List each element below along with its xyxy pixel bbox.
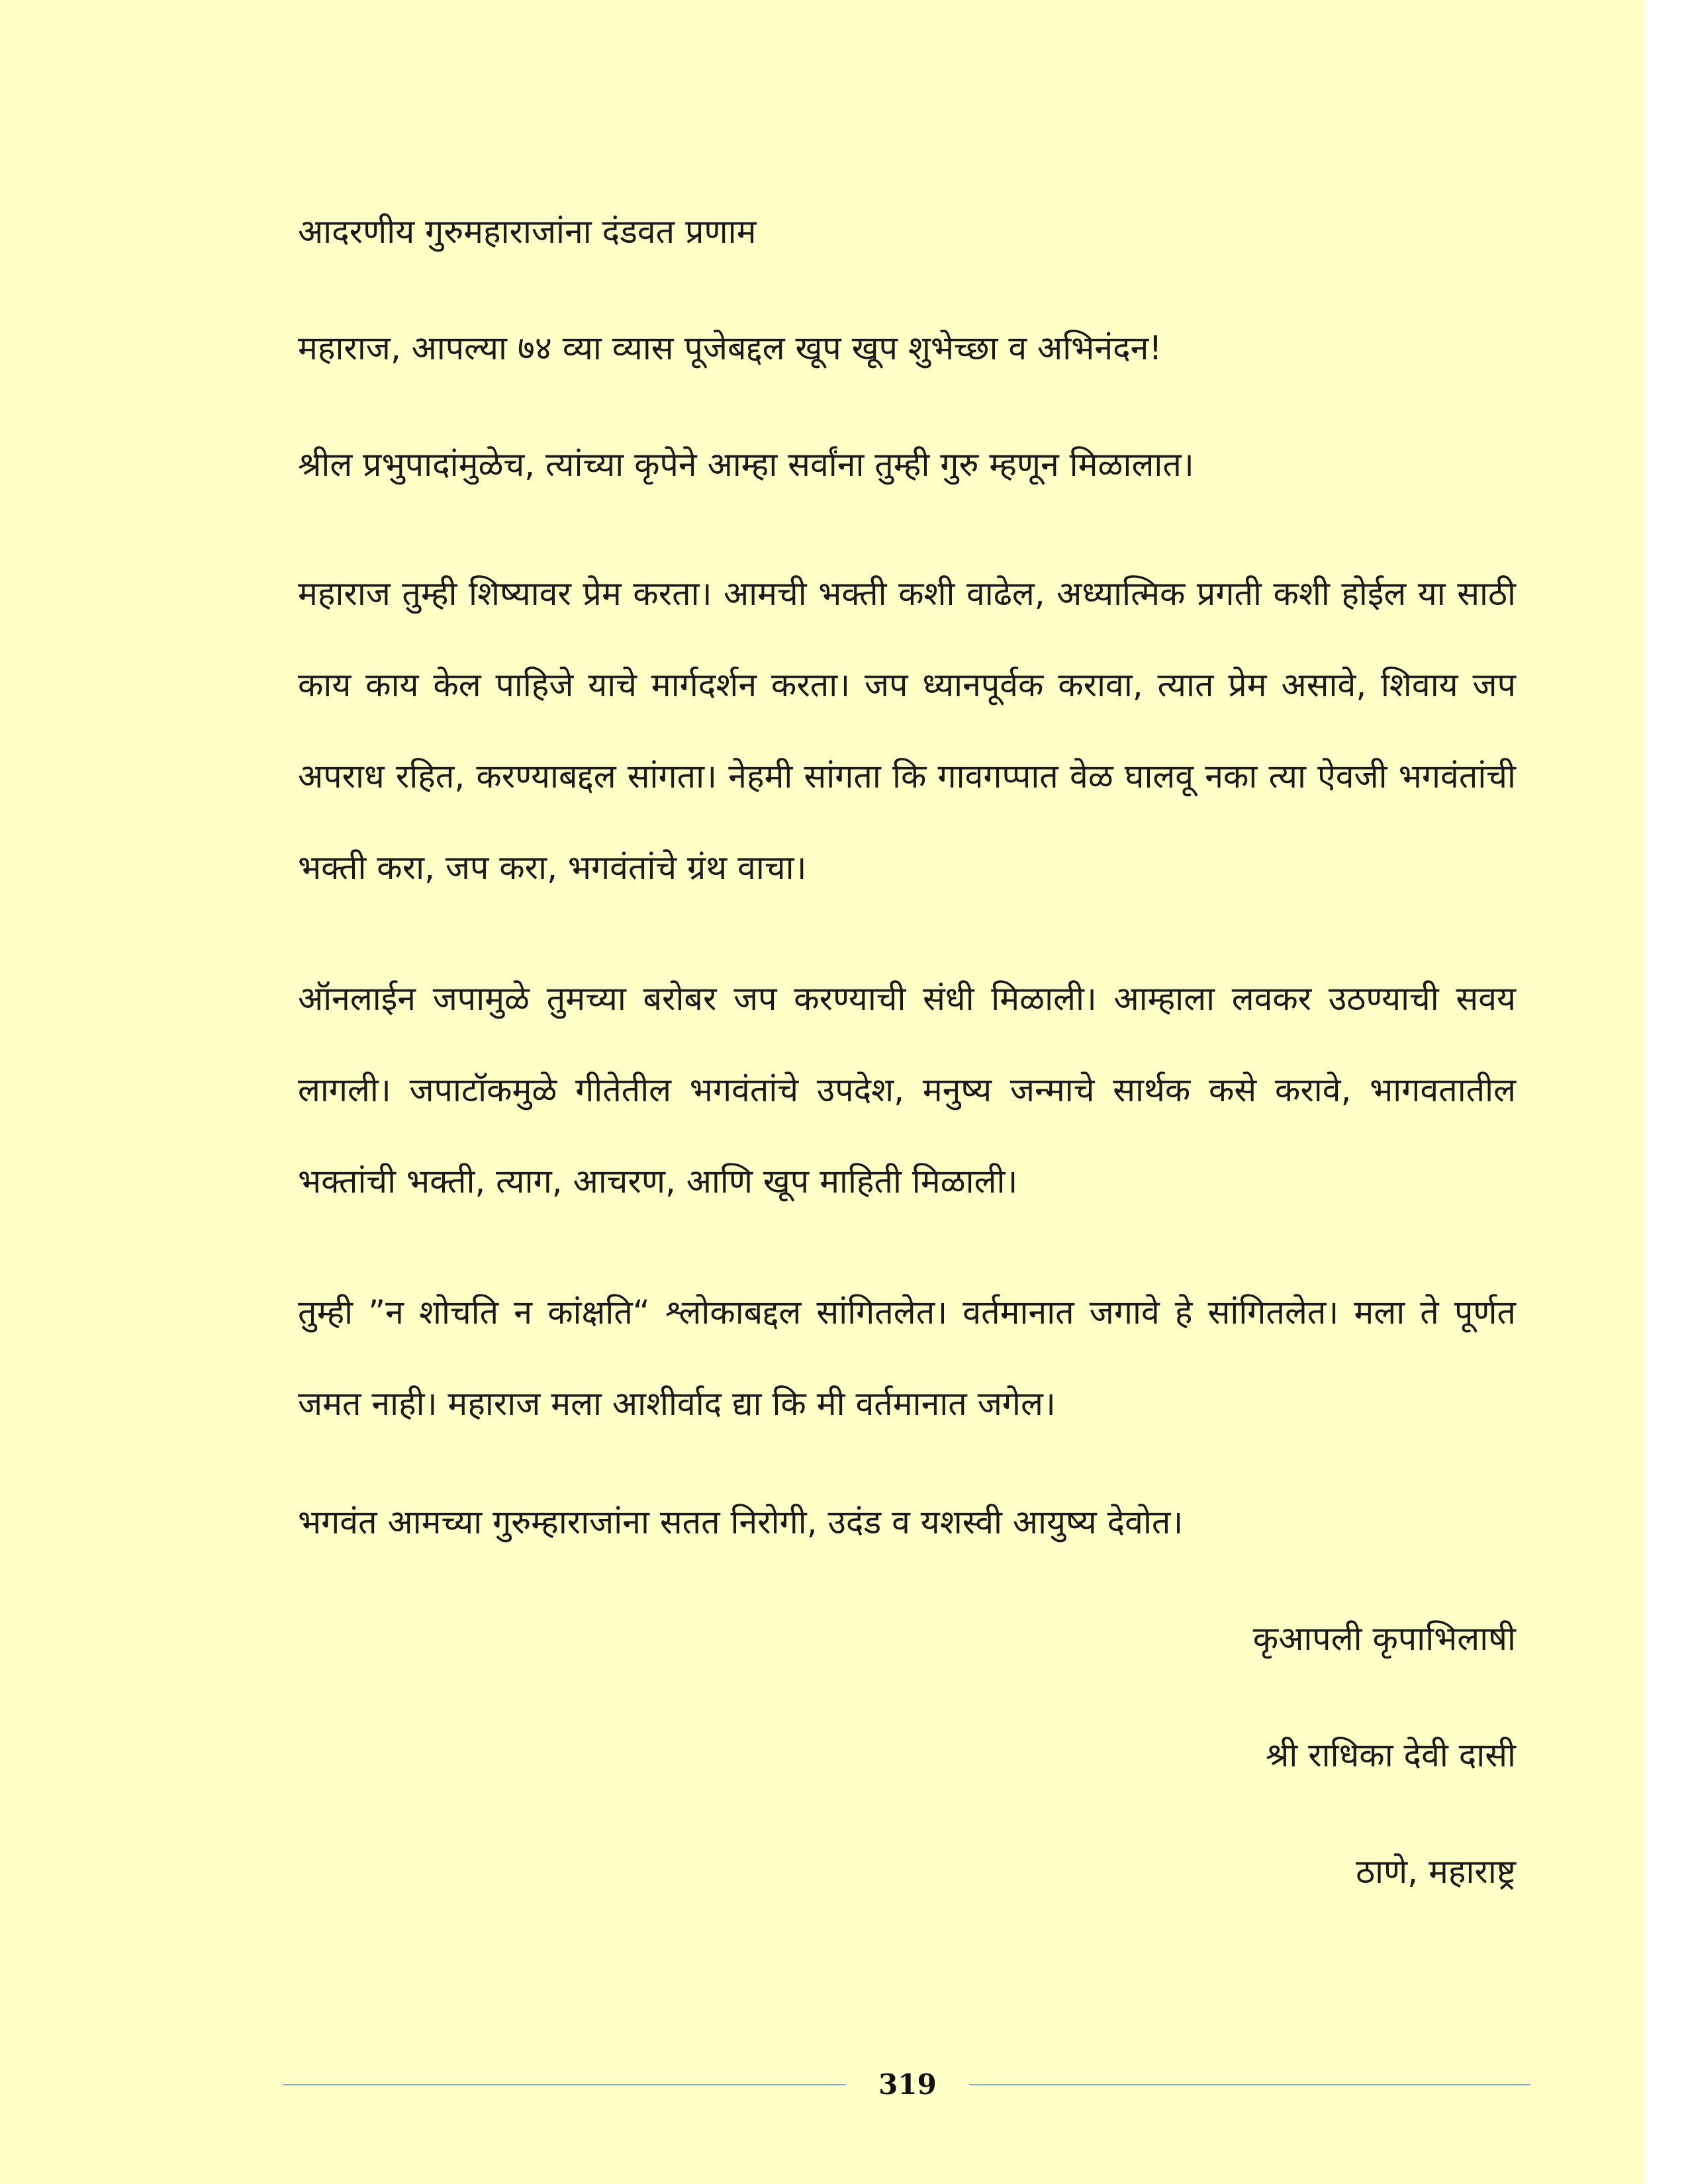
online-japa-paragraph: ऑनलाईन जपामुळे तुमच्या बरोबर जप करण्याची संधी मिळाली। आम्हाला लवकर उठण्याची सवय लागली। जपाटॉकमुळे गीतेतील भगवंतांचे उपदेश, मनुष्य जन्माचे सार्थक कसे करावे, भागवतातील भक्तांची भक्ती, त्याग, आचरण, आणि खूप माहिती मिळाली। — [298, 979, 1516, 1201]
closing-line: कृआपली कृपाभिलाषी — [1252, 1619, 1516, 1658]
page-footer — [283, 2065, 1530, 2105]
signature-name: श्री राधिका देवी दासी — [1265, 1736, 1516, 1774]
footer-rule-right — [969, 2084, 1530, 2085]
love-paragraph: महाराज तुम्ही शिष्यावर प्रेम करता। आमची भक्ती कशी वाढेल, अध्यात्मिक प्रगती कशी होईल या साठी काय काय केल पाहिजे याचे मार्गदर्शन करता। जप ध्यानपूर्वक करावा, त्यात प्रेम असावे, शिवाय जप अपराध रहित, करण्याबद्दल सांगता। नेहमी सांगता कि गावगप्पात वेळ घालवू नका त्या ऐवजी भगवंतांची भक्ती करा, जप करा, भगवंतांचे ग्रंथ वाचा। — [298, 574, 1516, 887]
gratitude-paragraph: श्रील प्रभुपादांमुळेच, त्यांच्या कृपेने आम्हा सर्वांना तुम्ही गुरु म्हणून मिळालात। — [298, 445, 1194, 484]
signature-location: ठाणे, महाराष्ट्र — [1356, 1852, 1516, 1891]
footer-rule-left — [283, 2084, 846, 2085]
page-number: 319 — [878, 2068, 937, 2101]
present-moment-paragraph: तुम्ही ”न शोचति न कांक्षति“ श्लोकाबद्दल सांगितलेत। वर्तमानात जगावे हे सांगितलेत। मला ते पूर्णत जमत नाही। महाराज मला आशीर्वाद द्या कि मी वर्तमानात जगेल। — [298, 1293, 1516, 1423]
blessing-paragraph: भगवंत आमच्या गुरुम्हाराजांना सतत निरोगी, उदंड व यशस्वी आयुष्य देवोत। — [298, 1503, 1184, 1541]
letter-body — [298, 199, 1516, 1955]
salutation: आदरणीय गुरुमहाराजांना दंडवत प्रणाम — [298, 212, 757, 251]
wishes-paragraph: महाराज, आपल्या ७४ व्या व्यास पूजेबद्दल खूप खूप शुभेच्छा व अभिनंदन! — [298, 329, 1162, 367]
signature-block — [298, 1606, 1516, 1905]
